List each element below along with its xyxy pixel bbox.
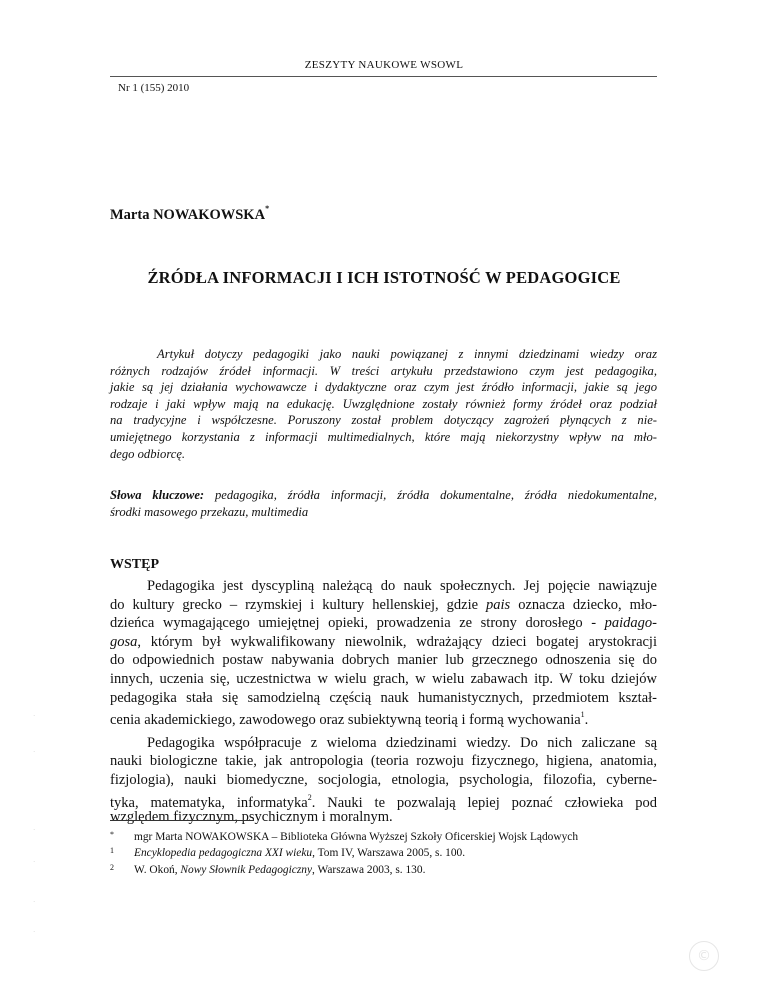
- body-line: innych, uczenia się, uczestnictwa w wielu grach, w wielu zabawach itp. W toku dziejów: [110, 670, 657, 687]
- footnote-mark: 2: [110, 862, 114, 872]
- body-line: [110, 790, 657, 809]
- abstract: [110, 346, 657, 462]
- abstract-line: Artykuł dotyczy pedagogiki jako nauki powiązanej z innymi dziedzinami wiedzy oraz: [157, 347, 657, 361]
- author-name: [110, 206, 269, 224]
- footnote-ref[interactable]: 1: [580, 710, 585, 720]
- body-line: do odpowiednich postaw nabywania dobrych manier lub grzecznego odnoszenia się do: [110, 652, 657, 669]
- margin-dot: ·: [33, 928, 36, 936]
- text-run: , Tom IV, Warszawa 2005, s. 100.: [312, 847, 466, 860]
- section-heading: WSTĘP: [110, 557, 160, 572]
- margin-dot: ·: [33, 748, 36, 756]
- text-run: W. Okoń,: [134, 863, 181, 876]
- body-line: Pedagogika współpracuje z wieloma dziedzinami wiedzy. Do nich zaliczane są: [147, 734, 657, 751]
- margin-dot: ·: [33, 858, 36, 866]
- body-line: względem fizycznym, psychicznym i moralnym.: [110, 809, 393, 826]
- journal-title: ZESZYTY NAUKOWE WSOWL: [304, 59, 464, 71]
- author-footnote-mark: *: [265, 204, 270, 213]
- abstract-line: różnych rodzajów źródeł informacji. W treści artykułu przedstawiono czym jest pedagogika,: [110, 363, 657, 378]
- text-run-italic: Nowy Słownik Pedagogiczny: [180, 863, 313, 876]
- footnote-text: [134, 862, 425, 878]
- footnote-ref[interactable]: 2: [307, 792, 312, 802]
- issue-number: Nr 1 (155) 2010: [118, 82, 190, 94]
- keywords: [110, 487, 657, 520]
- text-run: cenia akademickiego, zawodowego oraz subiektywną teorią i formą wychowania: [110, 711, 581, 728]
- text-run: , którym był wykwalifikowany niewolnik, wdrażający dzieci bogatej arystokracji: [137, 633, 657, 650]
- keywords-line: [110, 487, 657, 504]
- footnote-text: mgr Marta NOWAKOWSKA – Biblioteka Główna Wyższej Szkoły Oficerskiej Wojsk Lądowych: [134, 831, 579, 843]
- text-run-italic: paidago-: [604, 615, 657, 632]
- text-run: oznacza dziecko, mło-: [510, 596, 657, 613]
- body-line: Pedagogika jest dyscypliną należącą do nauk społecznych. Jej pojęcie nawiązuje: [147, 578, 657, 594]
- keywords-label: Słowa kluczowe:: [110, 488, 205, 502]
- margin-dot: ·: [33, 826, 36, 834]
- body-line: [110, 633, 657, 652]
- footnote-mark: *: [110, 830, 114, 839]
- header-rule: [110, 76, 657, 77]
- body-line: [110, 596, 657, 615]
- text-run-italic: pais: [486, 596, 511, 613]
- margin-dot: ·: [33, 712, 36, 720]
- text-run: . Nauki te pozwalają lepiej poznać człowieka pod: [311, 794, 657, 811]
- footnote-mark: 1: [110, 846, 114, 856]
- abstract-line: rodzaje i jaki wpływ mają na edukację. Uwzględnione zostały również formy źródeł oraz podział: [110, 396, 657, 411]
- text-run: , Warszawa 2003, s. 130.: [312, 863, 426, 876]
- keywords-text: pedagogika, źródła informacji, źródła dokumentalne, źródła niedokumentalne,: [204, 488, 658, 502]
- abstract-line: na tradycyjne i współczesne. Poruszony został problem dotyczący zagrożeń płynących z nie-: [110, 413, 657, 428]
- footnote-text: [134, 845, 465, 861]
- article-title: ŹRÓDŁA INFORMACJI I ICH ISTOTNOŚĆ W PEDAGOGICE: [147, 268, 621, 287]
- footnote: [110, 845, 670, 861]
- abstract-line: jakie są jej działania wychowawcze i dydaktyczne oraz czym jest źródło informacji, jakie są jego: [110, 380, 657, 395]
- author-name-text: Marta NOWAKOWSKA: [110, 206, 266, 223]
- text-run: do kultury grecko – rzymskiej i kultury hellenskiej, gdzie: [110, 596, 487, 613]
- footnote-rule: [110, 820, 254, 821]
- footnote: [110, 862, 670, 878]
- footnotes: [110, 829, 670, 878]
- body-line: fizjologia), nauki biomedyczne, socjologia, etnologia, psychologia, filozofia, cyberne-: [110, 771, 657, 788]
- text-run: dzieńca wymagającego umiejętnej opieki, prowadzenia ze strony dorosłego -: [110, 615, 605, 632]
- paragraph: [110, 734, 657, 827]
- abstract-line: dego odbiorcę.: [110, 446, 186, 461]
- body-line: [110, 614, 657, 633]
- body-line: pedagogika stała się samodzielną częścią nauk humanistycznych, przedmiotem kształ-: [110, 689, 657, 706]
- text-run-italic: Encyklopedia pedagogiczna XXI wieku: [134, 847, 313, 860]
- footnote: [110, 829, 670, 845]
- margin-dot: ·: [33, 898, 36, 906]
- body-line: nauki biologiczne takie, jak antropologia (teoria rozwoju fizycznego, higiena, anatomia,: [110, 753, 657, 770]
- abstract-line: umiejętnego korzystania z informacji multimedialnych, które mają niekorzystny wpływ na mło-: [110, 429, 657, 444]
- text-run: .: [584, 711, 589, 728]
- body-text: [110, 577, 657, 835]
- text-run-italic: gosa: [110, 633, 138, 650]
- body-line: [110, 707, 657, 726]
- keywords-line: środki masowego przekazu, multimedia: [110, 504, 309, 519]
- paragraph: [110, 577, 657, 726]
- text-run: tyka, matematyka, informatyka: [110, 794, 308, 811]
- copyright-icon: ©: [689, 941, 719, 971]
